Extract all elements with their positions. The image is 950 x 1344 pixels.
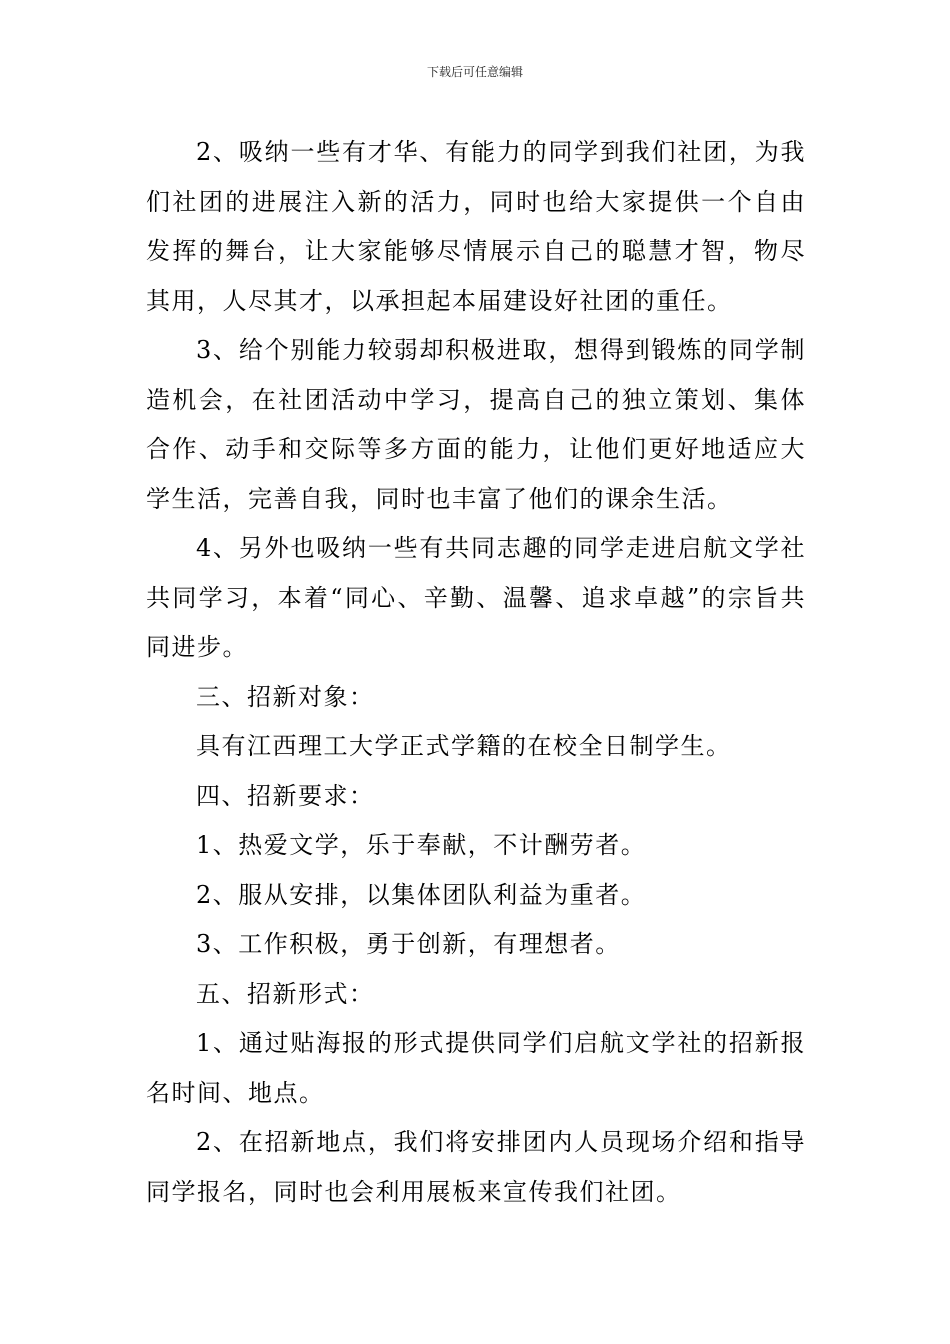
paragraph-recruit-talent: 2、吸纳一些有才华、有能力的同学到我们社团，为我们社团的进展注入新的活力，同时也给大家提供一个自由发挥的舞台，让大家能够尽情展示自己的聪慧才智，物尽其用，人尽其才，以承担起本届建设好社团的重任。	[146, 138, 806, 315]
paragraph-training-opportunity: 3、给个别能力较弱却积极进取，想得到锻炼的同学制造机会，在社团活动中学习，提高自己的独立策划、集体合作、动手和交际等多方面的能力，让他们更好地适应大学生活，完善自我，同时也丰富了他们的课余生活。	[146, 336, 806, 513]
requirement-item-1: 1、热爱文学，乐于奉献，不计酬劳者。	[196, 831, 647, 859]
requirement-item-3: 3、工作积极，勇于创新，有理想者。	[196, 930, 621, 958]
paragraph-shared-interest: 4、另外也吸纳一些有共同志趣的同学走进启航文学社共同学习，本着“同心、辛勤、温馨、追求卓越”的宗旨共同进步。	[146, 534, 806, 661]
page-header: 下载后可任意编辑	[426, 65, 523, 79]
section-heading-target: 三、招新对象：	[196, 682, 375, 711]
section-heading-requirements: 四、招新要求：	[196, 781, 375, 810]
document-body	[146, 128, 806, 1217]
paragraph-target-students: 具有江西理工大学正式学籍的在校全日制学生。	[196, 732, 732, 760]
format-item-2: 2、在招新地点，我们将安排团内人员现场介绍和指导同学报名，同时也会利用展板来宣传我们社团。	[146, 1128, 806, 1206]
requirement-item-2: 2、服从安排，以集体团队利益为重者。	[196, 880, 647, 909]
format-item-1: 1、通过贴海报的形式提供同学们启航文学社的招新报名时间、地点。	[146, 1029, 806, 1107]
section-heading-format: 五、招新形式：	[196, 979, 375, 1008]
